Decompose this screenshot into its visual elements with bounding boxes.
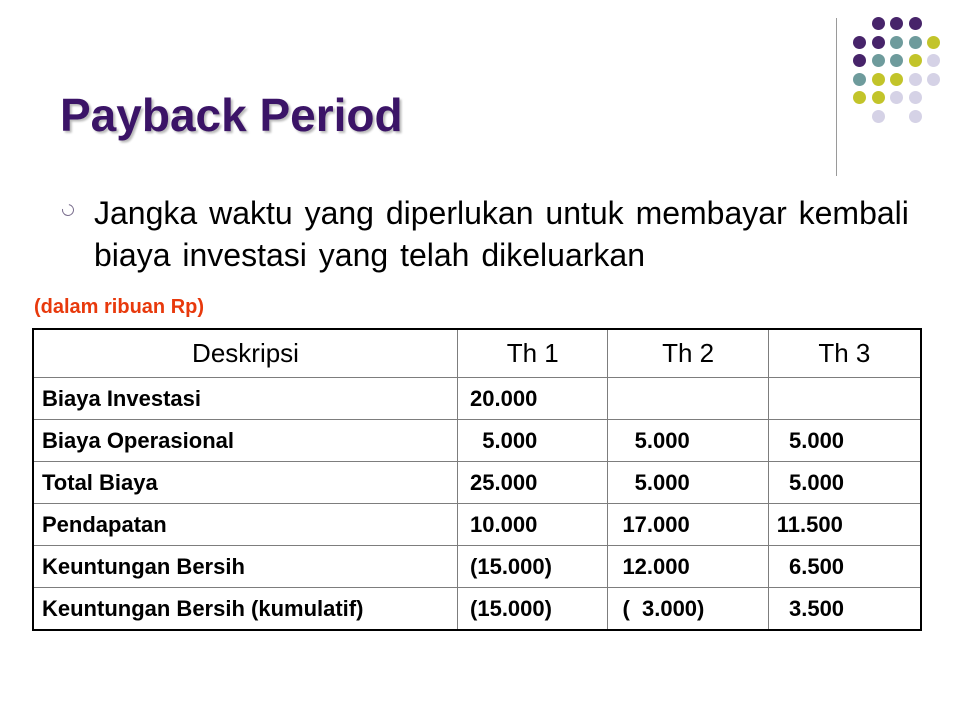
cell-th1: 10.000 (458, 504, 608, 546)
cell-th1: (15.000) (458, 546, 608, 588)
table-row (33, 546, 921, 588)
decor-dot (872, 36, 885, 49)
decor-dot (909, 73, 922, 86)
cell-th3: 5.000 (768, 462, 921, 504)
decor-dot (872, 110, 885, 123)
cell-th3: 6.500 (768, 546, 921, 588)
decor-dot (890, 73, 903, 86)
row-label: Keuntungan Bersih (kumulatif) (33, 588, 458, 631)
decor-dot (927, 73, 940, 86)
table-row (33, 378, 921, 420)
cell-th3 (768, 378, 921, 420)
decor-dot (872, 73, 885, 86)
decor-dot (853, 73, 866, 86)
cell-th2: 12.000 (608, 546, 768, 588)
header-th2: Th 2 (608, 329, 768, 378)
cell-th2: ( 3.000) (608, 588, 768, 631)
row-label: Keuntungan Bersih (33, 546, 458, 588)
cell-th1: 20.000 (458, 378, 608, 420)
decor-dot (927, 36, 940, 49)
cell-th2: 5.000 (608, 420, 768, 462)
cell-th1: (15.000) (458, 588, 608, 631)
header-th3: Th 3 (768, 329, 921, 378)
decor-dot (927, 54, 940, 67)
decor-dot (909, 91, 922, 104)
header-th1: Th 1 (458, 329, 608, 378)
cell-th1: 5.000 (458, 420, 608, 462)
decor-dot (909, 54, 922, 67)
decor-dot (853, 91, 866, 104)
ring-bullet-icon (60, 202, 77, 219)
decor-dot (872, 91, 885, 104)
table-row (33, 504, 921, 546)
cell-th3: 11.500 (768, 504, 921, 546)
cell-th2: 17.000 (608, 504, 768, 546)
cell-th1: 25.000 (458, 462, 608, 504)
row-label: Total Biaya (33, 462, 458, 504)
decor-dot (872, 54, 885, 67)
cell-th2 (608, 378, 768, 420)
cell-th3: 5.000 (768, 420, 921, 462)
decor-dot (909, 36, 922, 49)
decor-dot (890, 17, 903, 30)
cell-th3: 3.500 (768, 588, 921, 631)
decor-dot (890, 36, 903, 49)
decor-dot (853, 54, 866, 67)
row-label: Biaya Operasional (33, 420, 458, 462)
decor-divider-line (836, 18, 837, 176)
row-label: Pendapatan (33, 504, 458, 546)
decor-dot (890, 54, 903, 67)
header-deskripsi: Deskripsi (33, 329, 458, 378)
row-label: Biaya Investasi (33, 378, 458, 420)
table-header-row (33, 329, 921, 378)
decor-dot (872, 17, 885, 30)
decor-dot (909, 110, 922, 123)
bullet-text: Jangka waktu yang diperlukan untuk membayar kembali biaya investasi yang telah dikeluarkan (94, 195, 909, 273)
unit-note: (dalam ribuan Rp) (34, 296, 205, 318)
payback-table (32, 328, 922, 631)
decor-dot (890, 91, 903, 104)
decor-dot (853, 36, 866, 49)
cell-th2: 5.000 (608, 462, 768, 504)
decor-dot (909, 17, 922, 30)
table-row (33, 462, 921, 504)
table-row (33, 420, 921, 462)
slide-title: Payback Period (60, 89, 403, 141)
table-row (33, 588, 921, 631)
